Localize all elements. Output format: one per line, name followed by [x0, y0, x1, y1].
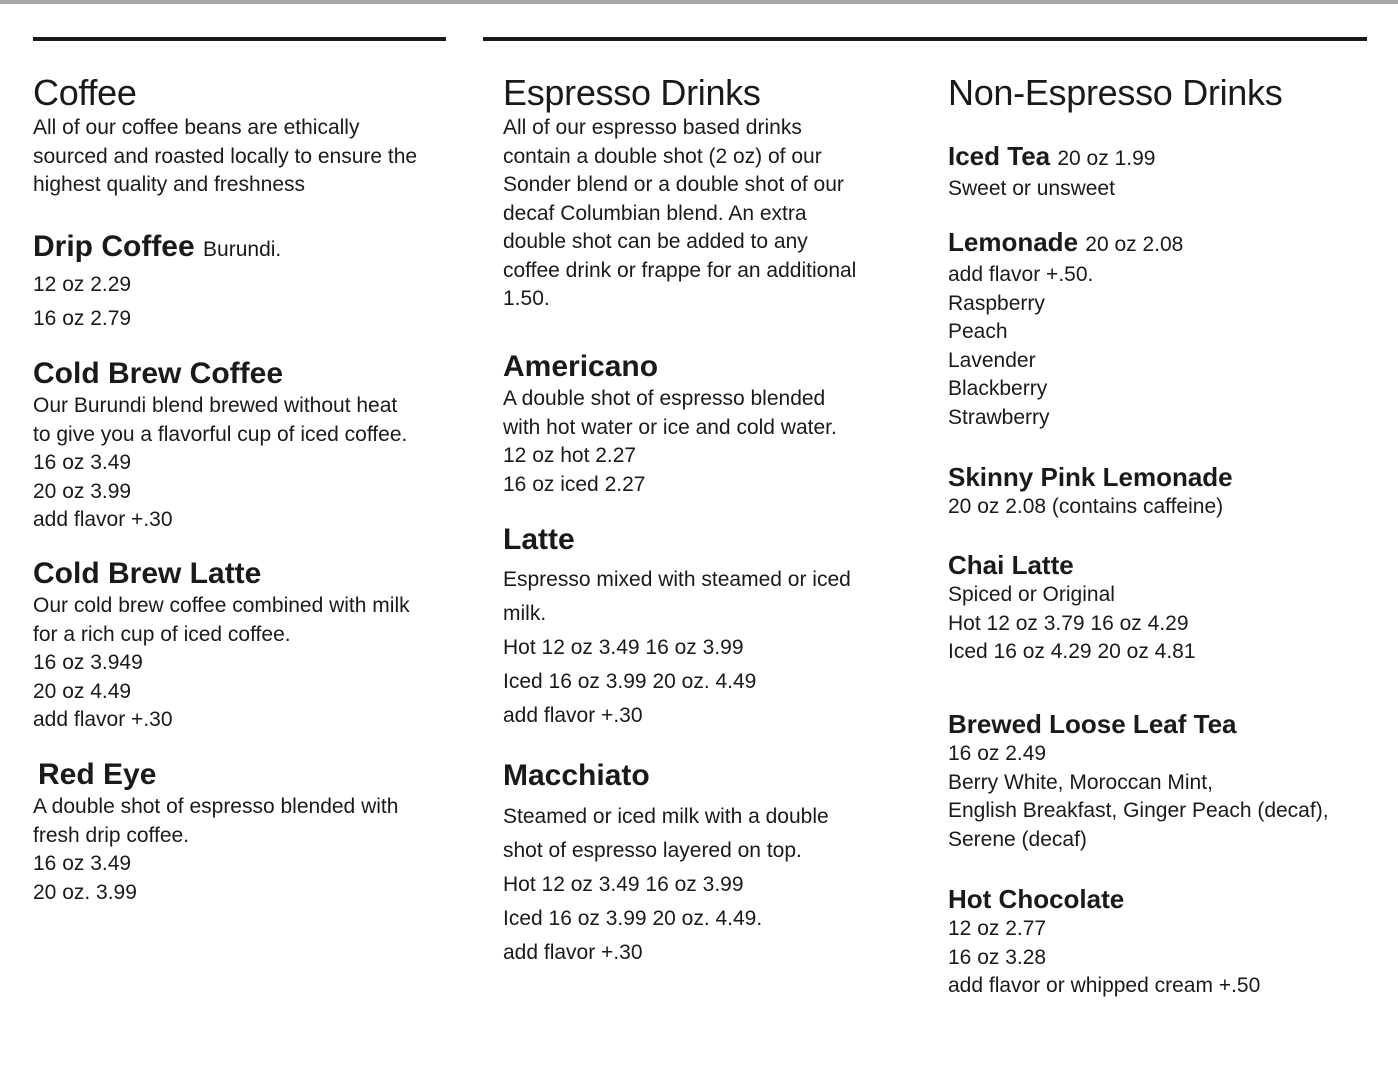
item-name: Skinny Pink Lemonade — [948, 462, 1233, 492]
non-espresso-column — [948, 72, 1368, 1012]
column-rule-left — [33, 37, 446, 41]
menu-item-cold-brew-coffee: Cold Brew Coffee Our Burundi blend brewed without heat to give you a flavorful cup of iced coffee. 16 oz 3.49 20 oz 3.99 add flavor +.30 — [33, 357, 408, 531]
espresso-intro: All of our espresso based drinks contain a double shot (2 oz) of our Sonder blend or a double shot of our decaf Columbian blend. An extra double shot can be added to any coffee drink or frappe for an additional 1.50. — [503, 116, 857, 310]
non-espresso-heading: Non-Espresso Drinks — [948, 72, 1283, 113]
item-name: Lemonade — [948, 227, 1079, 257]
menu-item-drip-coffee: Drip Coffee Burundi. 12 oz 2.29 16 oz 2.79 — [33, 230, 282, 330]
menu-item-macchiato: Macchiato Steamed or iced milk with a double shot of espresso layered on top. Hot 12 oz 3.49 16 oz 3.99 Iced 16 oz 3.99 20 oz. 4.49. add flavor +.30 — [503, 759, 829, 964]
espresso-column — [503, 72, 903, 972]
item-name: Americano — [503, 350, 659, 383]
item-note: 20 oz 1.99 — [1057, 147, 1156, 170]
coffee-column — [33, 72, 453, 932]
menu-item-americano: Americano A double shot of espresso blended with hot water or ice and cold water. 12 oz hot 2.27 16 oz iced 2.27 — [503, 350, 837, 496]
espresso-heading: Espresso Drinks — [503, 72, 761, 113]
coffee-intro: All of our coffee beans are ethically sourced and roasted locally to ensure the highest quality and freshness — [33, 116, 418, 196]
item-name: Drip Coffee — [33, 230, 195, 263]
item-name: Iced Tea — [948, 141, 1051, 171]
menu-item-lemonade: Lemonade 20 oz 2.08 add flavor +.50. Raspberry Peach Lavender Blackberry Strawberry — [948, 227, 1184, 429]
item-note: 20 oz 2.08 — [1085, 233, 1184, 256]
menu-item-chai-latte: Chai Latte Spiced or Original Hot 12 oz 3.79 16 oz 4.29 Iced 16 oz 4.29 20 oz 4.81 — [948, 550, 1196, 663]
item-name: Red Eye — [38, 758, 157, 791]
menu-item-iced-tea: Iced Tea 20 oz 1.99 Sweet or unsweet — [948, 141, 1156, 200]
item-name: Chai Latte — [948, 550, 1074, 580]
top-border — [0, 0, 1398, 4]
item-name: Hot Chocolate — [948, 884, 1125, 914]
item-name: Cold Brew Coffee — [33, 357, 284, 390]
item-name: Cold Brew Latte — [33, 557, 262, 590]
menu-item-skinny-pink-lemonade: Skinny Pink Lemonade 20 oz 2.08 (contains caffeine) — [948, 462, 1233, 518]
column-rule-right — [483, 37, 1367, 41]
coffee-heading: Coffee — [33, 72, 137, 113]
menu-item-hot-chocolate: Hot Chocolate 12 oz 2.77 16 oz 3.28 add flavor or whipped cream +.50 — [948, 884, 1261, 997]
menu-item-latte: Latte Espresso mixed with steamed or iced milk. Hot 12 oz 3.49 16 oz 3.99 Iced 16 oz 3.99 20 oz. 4.49 add flavor +.30 — [503, 523, 851, 727]
item-name: Macchiato — [503, 759, 650, 792]
item-name: Latte — [503, 523, 575, 556]
menu-item-cold-brew-latte: Cold Brew Latte Our cold brew coffee combined with milk for a rich cup of iced coffee. 16 oz 3.949 20 oz 4.49 add flavor +.30 — [33, 557, 410, 731]
item-note: Burundi. — [203, 238, 282, 261]
menu-item-brewed-loose-leaf-tea: Brewed Loose Leaf Tea 16 oz 2.49 Berry White, Moroccan Mint, English Breakfast, Ginger Peach (decaf), Serene (decaf) — [948, 709, 1329, 851]
menu-item-red-eye: Red Eye A double shot of espresso blended with fresh drip coffee. 16 oz 3.49 20 oz. 3.99 — [33, 758, 399, 904]
item-name: Brewed Loose Leaf Tea — [948, 709, 1237, 739]
